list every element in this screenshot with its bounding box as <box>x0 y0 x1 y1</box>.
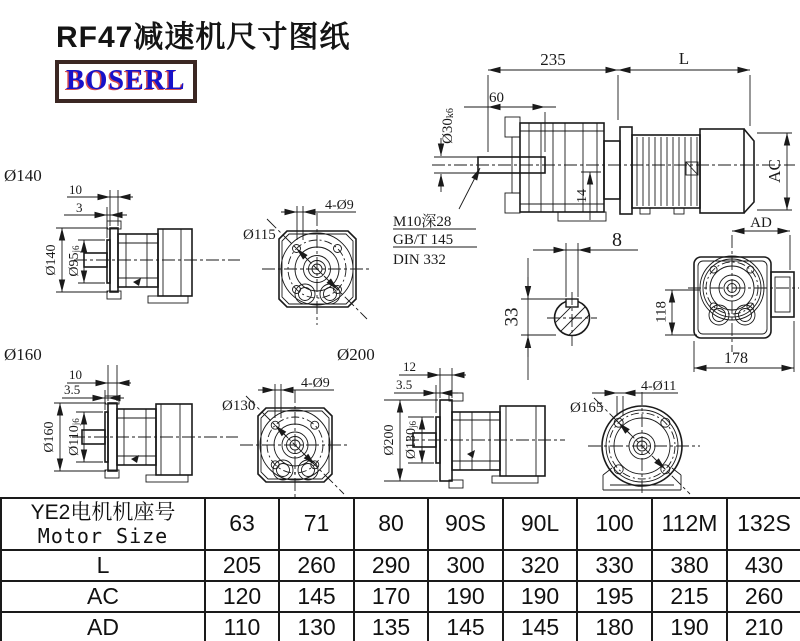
table-cell: 260 <box>727 581 800 612</box>
size-col: 100 <box>577 498 652 550</box>
dim-flange-thickness: 10 <box>69 367 82 382</box>
table-row-L <box>1 550 800 581</box>
table-cell: 380 <box>652 550 727 581</box>
row-label: L <box>1 550 205 581</box>
dim-flange-od: Ø200 <box>382 424 398 456</box>
header-motor-size <box>1 498 205 550</box>
dim-holes: 4-Ø9 <box>325 198 354 213</box>
dim-holes: 4-Ø9 <box>301 376 330 391</box>
table-cell: 205 <box>205 550 279 581</box>
dim-spigot-step: 3.5 <box>64 382 81 397</box>
table-cell: 320 <box>503 550 577 581</box>
view-front165 <box>570 379 700 496</box>
table-header-row <box>1 498 800 550</box>
table-cell: 130 <box>279 612 354 641</box>
view-gearmotor-side <box>393 49 795 270</box>
view-front115 <box>243 198 372 325</box>
note-gb: GB/T 145 <box>393 232 454 248</box>
dim-shaft-dia: Ø30k6 <box>440 108 457 144</box>
view-label: Ø200 <box>337 345 375 364</box>
dim-bolt-circle: Ø165 <box>570 400 604 416</box>
row-label: AD <box>1 612 205 641</box>
dim-flange-od: Ø140 <box>44 244 60 276</box>
dim-bolt-circle: Ø130 <box>222 398 256 414</box>
table-cell: 330 <box>577 550 652 581</box>
table-cell: 260 <box>279 550 354 581</box>
table-cell: 135 <box>354 612 428 641</box>
view-label: Ø140 <box>4 166 42 185</box>
size-col: 90S <box>428 498 503 550</box>
table-row-AD <box>1 612 800 641</box>
table-cell: 190 <box>503 581 577 612</box>
dim-L: L <box>678 49 690 68</box>
view-label: Ø160 <box>4 345 42 364</box>
view-key-section <box>501 229 638 380</box>
dim-spigot-dia: Ø110j6 <box>67 418 83 456</box>
table-cell: 430 <box>727 550 800 581</box>
table-cell: 145 <box>428 612 503 641</box>
view-rear <box>653 235 799 372</box>
dim-flange-thickness: 10 <box>69 182 82 197</box>
table-cell: 290 <box>354 550 428 581</box>
table-cell: 145 <box>503 612 577 641</box>
table-cell: 120 <box>205 581 279 612</box>
row-label: AC <box>1 581 205 612</box>
view-flange140-side <box>4 166 240 303</box>
view-flange160-side <box>4 345 238 482</box>
dim-178: 178 <box>724 350 748 367</box>
dim-holes: 4-Ø11 <box>641 379 677 394</box>
size-col: 80 <box>354 498 428 550</box>
motor-size-table <box>0 497 800 641</box>
table-cell: 210 <box>727 612 800 641</box>
header-cn: YE2电机机座号 <box>30 501 176 525</box>
dim-bolt-circle: Ø115 <box>243 227 276 243</box>
table-cell: 190 <box>652 612 727 641</box>
dim-14: 14 <box>575 189 591 203</box>
table-cell: 190 <box>428 581 503 612</box>
page-title: RF47减速机尺寸图纸 <box>56 21 351 54</box>
dim-flange-od: Ø160 <box>42 421 58 453</box>
dim-spigot-dia: Ø130j6 <box>404 420 420 460</box>
header-en: Motor Size <box>37 523 169 548</box>
table-row-AC <box>1 581 800 612</box>
size-col: 132S <box>727 498 800 550</box>
dim-235: 235 <box>540 50 566 69</box>
dim-AD: AD <box>750 215 772 231</box>
dim-118: 118 <box>653 301 670 323</box>
table-cell: 180 <box>577 612 652 641</box>
dim-spigot-step: 3 <box>76 200 83 215</box>
size-col: 112M <box>652 498 727 550</box>
dim-60: 60 <box>489 90 504 106</box>
table-cell: 110 <box>205 612 279 641</box>
view-flange200-side <box>337 345 565 488</box>
size-col: 63 <box>205 498 279 550</box>
dim-key-width: 8 <box>612 229 622 251</box>
dim-spigot-dia: Ø95j6 <box>67 245 83 277</box>
boserl-logo: BOSERL <box>55 60 197 103</box>
view-front130 <box>222 376 350 497</box>
table-cell: 215 <box>652 581 727 612</box>
dim-spigot-step: 3.5 <box>396 377 413 392</box>
size-col: 90L <box>503 498 577 550</box>
table-cell: 145 <box>279 581 354 612</box>
dim-flange-thickness: 12 <box>403 359 416 374</box>
table-cell: 195 <box>577 581 652 612</box>
dim-AC: AC <box>764 159 784 183</box>
note-din: DIN 332 <box>393 252 446 268</box>
note-tap: M10深28 <box>393 214 452 230</box>
table-cell: 170 <box>354 581 428 612</box>
size-col: 71 <box>279 498 354 550</box>
table-cell: 300 <box>428 550 503 581</box>
dim-key-height: 33 <box>501 307 523 327</box>
